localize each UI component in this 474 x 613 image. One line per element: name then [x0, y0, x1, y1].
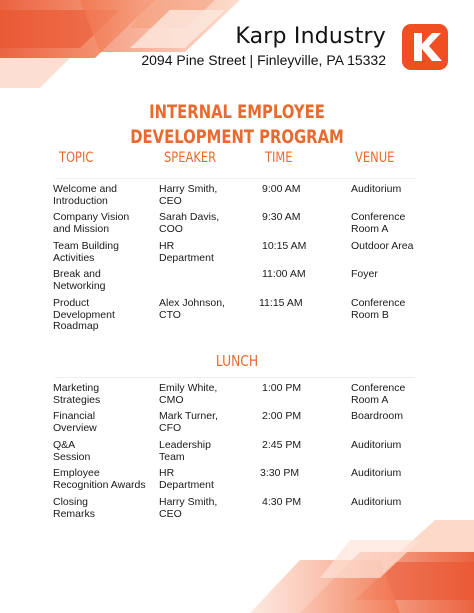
k-letter-logo-icon [402, 24, 448, 70]
session-topic: Team Building Activities [53, 240, 119, 264]
session-speaker: Emily White, CMO [159, 382, 218, 406]
session-speaker: Harry Smith, CEO [159, 496, 218, 520]
session-venue: Auditorium [351, 496, 402, 508]
session-venue: Auditorium [351, 183, 402, 195]
session-venue: Outdoor Area [351, 240, 414, 252]
session-speaker: Sarah Davis, COO [159, 211, 220, 235]
session-topic: Employee Recognition Awards [53, 467, 146, 491]
company-address: 2094 Pine Street | Finleyville, PA 15332 [141, 52, 386, 68]
session-venue: Conference Room A [351, 382, 406, 406]
session-venue: Auditorium [351, 467, 402, 479]
session-time: 4:30 PM [262, 496, 302, 508]
session-topic: Product Development Roadmap [53, 297, 115, 332]
session-time: 3:30 PM [260, 467, 300, 479]
session-venue: Foyer [351, 268, 378, 280]
section-divider [55, 377, 415, 378]
session-time: 10:15 AM [262, 240, 307, 252]
session-topic: Financial Overview [53, 410, 97, 434]
session-topic: Break and Networking [53, 268, 106, 292]
session-time: 2:00 PM [262, 410, 302, 422]
session-time: 1:00 PM [262, 382, 302, 394]
session-time: 11:00 AM [262, 268, 306, 280]
session-speaker: HR Department [159, 240, 214, 264]
session-venue: Conference Room B [351, 297, 406, 321]
session-topic: Q&A Session [53, 439, 91, 463]
session-speaker: Leadership Team [159, 439, 211, 463]
lunch-label: LUNCH [215, 352, 259, 370]
session-time: 11:15 AM [259, 297, 303, 309]
session-topic: Marketing Strategies [53, 382, 101, 406]
session-venue: Boardroom [351, 410, 403, 422]
company-name: Karp Industry [235, 24, 386, 49]
section-divider [55, 178, 415, 179]
column-header-venue: VENUE [355, 150, 395, 166]
session-time: 9:00 AM [262, 183, 301, 195]
session-topic: Company Vision and Mission [53, 211, 130, 235]
session-speaker: Alex Johnson, CTO [159, 297, 225, 321]
session-time: 2:45 PM [262, 439, 302, 451]
column-header-time: TIME [265, 150, 293, 166]
session-venue: Conference Room A [351, 211, 406, 235]
session-speaker: Mark Turner, CFO [159, 410, 218, 434]
column-header-topic: TOPIC [59, 150, 94, 166]
session-topic: Closing Remarks [53, 496, 96, 520]
session-speaker: HR Department [159, 467, 214, 491]
session-time: 9:30 AM [262, 211, 301, 223]
program-title-line-1: INTERNAL EMPLOYEE [149, 101, 325, 123]
program-title [52, 100, 422, 150]
session-topic: Welcome and Introduction [53, 183, 118, 207]
column-header-speaker: SPEAKER [164, 150, 217, 166]
session-speaker: Harry Smith, CEO [159, 183, 218, 207]
program-title-line-2: DEVELOPMENT PROGRAM [130, 126, 344, 148]
session-venue: Auditorium [351, 439, 402, 451]
